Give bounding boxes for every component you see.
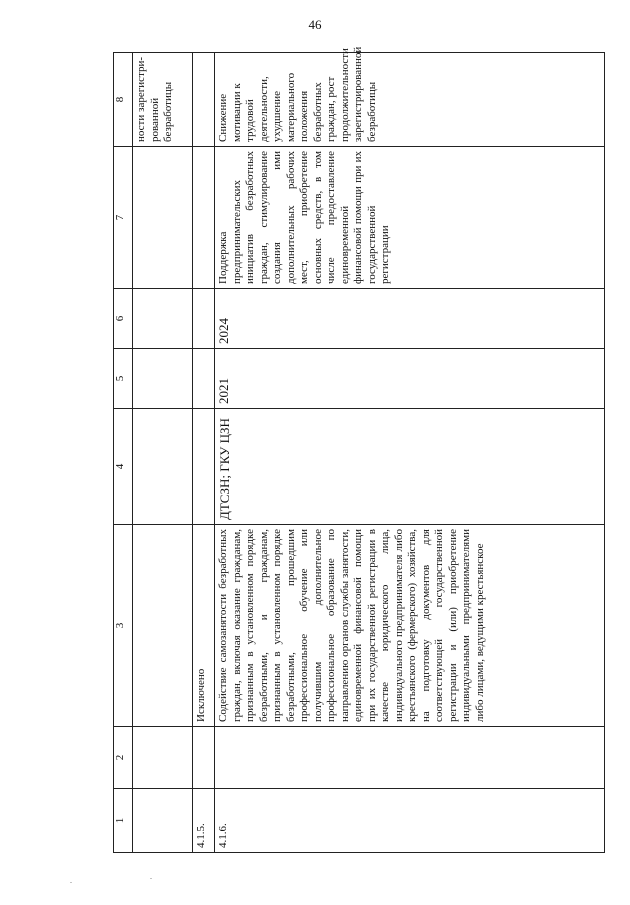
header-col-2: 2	[114, 727, 133, 789]
cell-end-year	[193, 289, 215, 349]
table-row	[215, 53, 605, 853]
cell-result	[193, 147, 215, 289]
measures-table	[113, 46, 605, 853]
cell-start-year	[193, 349, 215, 409]
cell-start-year: 2021	[215, 349, 605, 409]
table-header-row	[114, 53, 133, 853]
cell-consequence: Снижение мотивации к трудовой деятельности, ухудшение материального положения безработных граждан, рост продолжительности зарегистрированной безработицы	[215, 53, 605, 147]
cell-executor	[133, 409, 193, 525]
table-row	[193, 53, 215, 853]
header-col-7: 7	[114, 147, 133, 289]
cell-executor	[193, 409, 215, 525]
cell-col-2	[215, 727, 605, 789]
cell-start-year	[133, 349, 193, 409]
cell-consequence: ности зарегистри- рованной безработицы	[133, 53, 193, 147]
header-col-6: 6	[114, 289, 133, 349]
table-row	[133, 53, 193, 853]
cell-consequence	[193, 53, 215, 147]
cell-number: 4.1.6.	[215, 789, 605, 853]
scan-mark: .	[150, 872, 152, 881]
page-number: 46	[308, 17, 322, 32]
cell-col-2	[193, 727, 215, 789]
header-col-5: 5	[114, 349, 133, 409]
scan-mark: .	[70, 876, 72, 885]
cell-col-2	[133, 727, 193, 789]
cell-end-year: 2024	[215, 289, 605, 349]
cell-result: Поддержка предпринимательских инициатив безработных граждан, стимулирование создания ими дополнительных рабочих мест, приобретение основных средств, в том числе предоставление единовременной финансовой помощи при их государственной регистрации	[215, 147, 605, 289]
cell-executor: ДТСЗН; ГКУ ЦЗН	[215, 409, 605, 525]
header-col-4: 4	[114, 409, 133, 525]
cell-result	[133, 147, 193, 289]
rotated-table-wrapper	[113, 46, 605, 853]
header-col-8: 8	[114, 53, 133, 147]
header-col-3: 3	[114, 525, 133, 727]
cell-measure: Содействие самозанятости безработных граждан, включая оказание гражданам, признанным в установленном порядке безработными, и гражданам, признанным в установленном порядке безработными, прошедшим профессиональное обучение или получившим дополнительное профессиональное образование по направлению органов службы занятости, единовременной финансовой помощи при их государственной регистрации в качестве юридического лица, индивидуального предпринимателя либо крестьянского (фермерского) хозяйства, на подготовку документов для соответствующей государственной регистрации и (или) приобретение индивидуальными предпринимателями либо лицами, ведущими крестьянское	[215, 525, 605, 727]
cell-measure: Исключено	[193, 525, 215, 727]
header-col-1: 1	[114, 789, 133, 853]
cell-measure	[133, 525, 193, 727]
cell-number	[133, 789, 193, 853]
cell-end-year	[133, 289, 193, 349]
cell-number: 4.1.5.	[193, 789, 215, 853]
